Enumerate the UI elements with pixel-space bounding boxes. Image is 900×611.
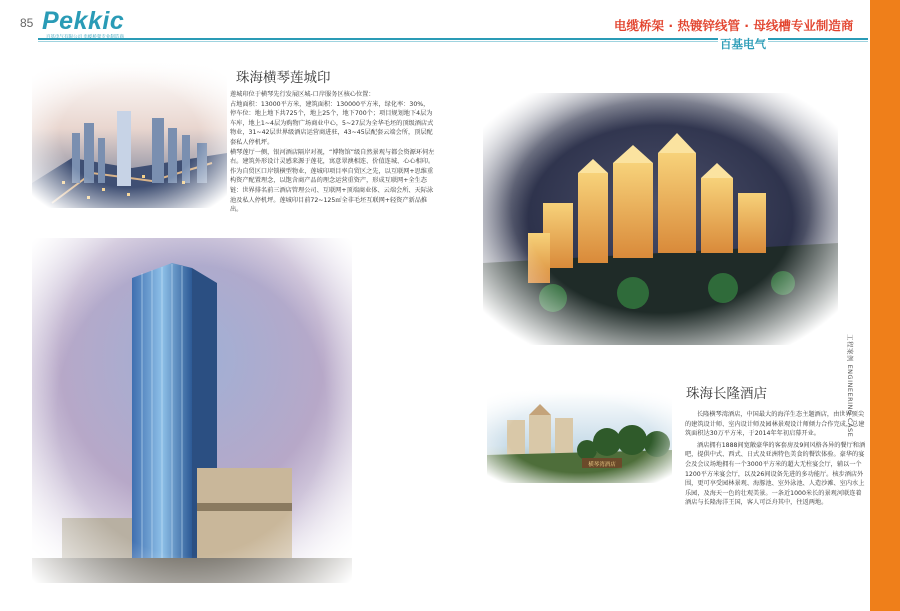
page-number: 85	[20, 16, 34, 30]
paragraph: 占地面积：13000平方米，建筑面积：130000平方米，绿化率：30%，停车位：地上地下共725个，地上25个，地下700个；项目规划地下4层为车库，地上1~4层为购物广场商业中心，5~27层为全华毛坯的顶级酒店式物业，31~42层世界级酒店运营商进驻，43~45层配套云端会所，顶层配套私人停机坪。	[230, 100, 434, 146]
header-slogan: 电缆桥架 · 热镀锌线管 · 母线槽专业制造商	[614, 18, 854, 33]
pekkic-logo	[42, 7, 132, 41]
project-description-chimelong-hotel	[685, 410, 867, 510]
photo-hotel-night	[483, 93, 838, 345]
logo-wordmark: Pekkic	[42, 7, 125, 35]
side-tab	[870, 0, 900, 611]
paragraph: 横琴莲厅一侧，银河酒店隔岸对视，“博物馆”级自然景观与都会资源环伺左右。建筑外形设计灵感来源于莲花，寓意翠澳相连、价值连城、心心相印。作为自贸区口岸锁横型物业，莲城印项目率自贸区之先，以互联网+思维重构资产配置理念，以饱含商产品的理念运营重资产，形成互联网+全生态链：世界排名前三酒店管理公司、互联网+顶端商业体、云端会所、天际泳池及私人停机坪。莲城印目前72~125㎡全非毛坯互联网+轻资产新品推出。	[230, 148, 435, 214]
paragraph: 长隆横琴湾酒店，中国最大的海洋生态主题酒店，由世界顶尖的建筑设计师、室内设计师及园林景观设计师倾力合作完成，总建筑面积达30万平方米，于2014年年初启幕开业。	[685, 411, 865, 438]
side-section-label: 工程案例 ENGINEERING CASE	[846, 334, 854, 438]
project-title-chimelong-hotel: 珠海长隆酒店	[686, 386, 767, 402]
photo-hotel-day	[487, 390, 672, 483]
paragraph: 酒店拥有1888间宽敞豪华的客套房及9间风格各异的餐厅和酒吧，提供中式、西式、日式及亚洲特色美食的餐饮体验。豪华的宴会及会议场地拥有一个3000平方米的超大无柱宴会厅，辅以一个1200平方米宴会厅，以及26间设备先进的多功能厅。核步酒店外围，更可享受园林景观、海豚池、室外泳池、人造沙滩、室内水上乐园，及海天一色的壮观美景。一条近1000米长的景观河联连着酒店与长隆海洋王国，客人可泛舟其中，往返两地。	[685, 441, 866, 507]
photo-city-skyline	[32, 63, 227, 208]
paragraph: 莲城印位于横琴先行发展区城-口岸服务区核心位置：	[230, 91, 375, 98]
brand-name: 百基电气	[720, 37, 766, 51]
project-title-lianchengyin: 珠海横琴莲城印	[236, 70, 331, 86]
photo-glass-tower	[32, 238, 352, 583]
project-description-lianchengyin	[230, 90, 435, 215]
